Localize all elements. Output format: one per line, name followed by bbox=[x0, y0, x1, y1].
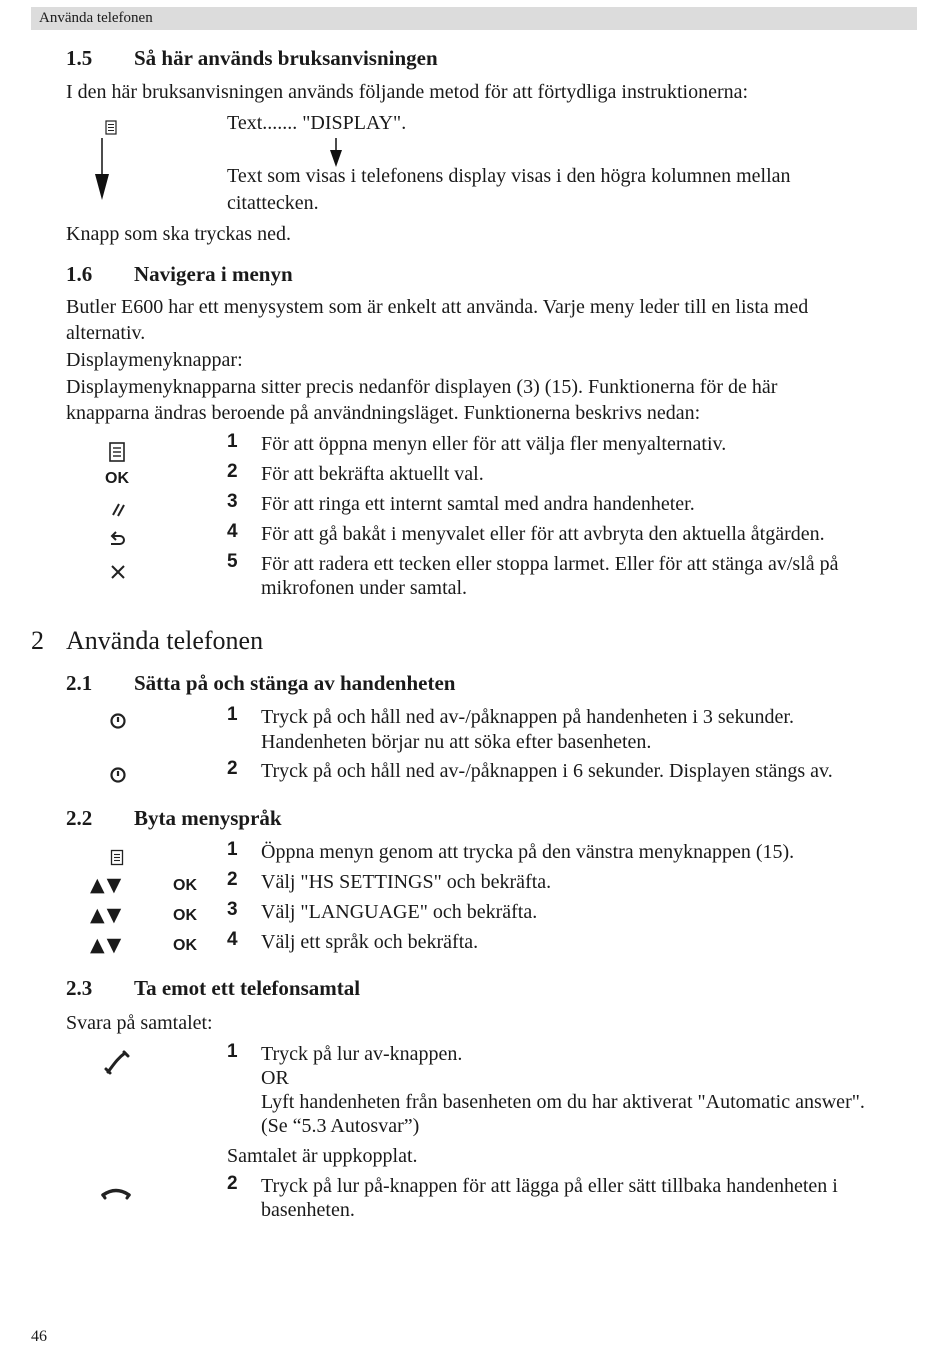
list-item-text-continued: basenheten. bbox=[261, 1199, 355, 1221]
list-item-text: Välj ett språk och bekräfta. bbox=[261, 931, 479, 953]
list-item-text: Tryck på lur på-knappen för att lägga på eller sätt tillbaka handenheten i bbox=[261, 1175, 838, 1197]
list-number: 4 bbox=[227, 929, 238, 950]
phone-on-hook-icon bbox=[100, 1184, 132, 1200]
section-number-1-6: 1.6 bbox=[66, 262, 93, 286]
list-number: 2 bbox=[227, 758, 238, 779]
chapter-number: 2 bbox=[31, 626, 44, 655]
list-item-text-continued: mikrofonen under samtal. bbox=[261, 577, 468, 599]
phone-off-hook-icon bbox=[104, 1050, 132, 1076]
list-number: 3 bbox=[227, 491, 238, 512]
section-title-2-3: Ta emot ett telefonsamtal bbox=[134, 976, 361, 1000]
menu-icon bbox=[108, 441, 128, 465]
list-item-text-continued: Lyft handenheten från basenheten om du har aktiverat "Automatic answer". bbox=[261, 1091, 865, 1113]
list-number: 2 bbox=[227, 1173, 238, 1194]
list-number: 2 bbox=[227, 869, 238, 890]
list-item-text: För att bekräfta aktuellt val. bbox=[261, 463, 484, 485]
back-icon bbox=[108, 529, 128, 549]
list-number: 2 bbox=[227, 461, 238, 482]
list-item-text: För att radera ett tecken eller stoppa larmet. Eller för att stänga av/slå på bbox=[261, 553, 839, 575]
key-arrow-head bbox=[95, 174, 109, 200]
section-number-2-2: 2.2 bbox=[66, 806, 93, 830]
list-item-text: För att ringa ett internt samtal med andra handenheter. bbox=[261, 493, 695, 515]
ok-icon: OK bbox=[173, 907, 197, 924]
section-title-2-2: Byta menyspråk bbox=[134, 806, 282, 830]
section-number-1-5: 1.5 bbox=[66, 46, 93, 70]
answer-intro: Svara på samtalet: bbox=[66, 1012, 213, 1034]
list-item-text: Välj "LANGUAGE" och bekräfta. bbox=[261, 901, 538, 923]
display-menu-keys-line-1: Displaymenyknapparna sitter precis nedanför displayen (3) (15). Funktionerna för de här bbox=[66, 376, 778, 398]
menu-icon bbox=[106, 121, 116, 134]
intercom-icon bbox=[110, 500, 126, 520]
menu-paragraph-line-1: Butler E600 har ett menysystem som är enkelt att använda. Varje meny leder till en lista med bbox=[66, 296, 809, 318]
up-down-arrows-icon: ▲▼ bbox=[90, 934, 124, 956]
menu-icon bbox=[110, 849, 126, 867]
key-note: Knapp som ska tryckas ned. bbox=[66, 223, 291, 245]
list-item-text: För att öppna menyn eller för att välja fler menyalternativ. bbox=[261, 433, 727, 455]
up-down-arrows-icon: ▲▼ bbox=[90, 904, 124, 926]
list-number: 1 bbox=[227, 839, 238, 860]
list-number: 4 bbox=[227, 521, 238, 542]
up-down-arrows-icon: ▲▼ bbox=[90, 874, 124, 896]
list-item-text: Öppna menyn genom att trycka på den vänstra menyknappen (15). bbox=[261, 841, 795, 863]
running-header bbox=[31, 7, 917, 30]
section-number-2-3: 2.3 bbox=[66, 976, 93, 1000]
section-title-1-6: Navigera i menyn bbox=[134, 262, 293, 286]
list-item-text: Tryck på och håll ned av-/påknappen i 6 sekunder. Displayen stängs av. bbox=[261, 760, 833, 782]
list-number: 1 bbox=[227, 1041, 238, 1062]
chapter-title: Använda telefonen bbox=[66, 626, 264, 655]
example-key-diagram bbox=[93, 118, 117, 204]
list-item-text: Tryck på lur av-knappen. bbox=[261, 1043, 463, 1065]
display-note-line-1: Text som visas i telefonens display visas i den högra kolumnen mellan bbox=[227, 165, 791, 187]
list-item-text: Välj "HS SETTINGS" och bekräfta. bbox=[261, 871, 552, 893]
intro-paragraph: I den här bruksanvisningen används följande metod för att förtydliga instruktionerna: bbox=[66, 81, 749, 103]
ok-icon: OK bbox=[105, 470, 129, 487]
running-header-title: Använda telefonen bbox=[39, 10, 153, 26]
menu-paragraph-line-2: alternativ. bbox=[66, 322, 146, 344]
power-icon bbox=[109, 712, 127, 730]
power-icon bbox=[109, 766, 127, 784]
delete-icon bbox=[109, 563, 127, 581]
display-example-text: Text....... "DISPLAY". bbox=[227, 112, 407, 134]
section-title-1-5: Så här används bruksanvisningen bbox=[134, 46, 438, 70]
list-item-text: För att gå bakåt i menyvalet eller för att avbryta den aktuella åtgärden. bbox=[261, 523, 825, 545]
ok-icon: OK bbox=[173, 937, 197, 954]
ok-icon: OK bbox=[173, 877, 197, 894]
list-item-text-or: OR bbox=[261, 1067, 289, 1089]
list-item-text-reference: (Se “5.3 Autosvar”) bbox=[261, 1115, 420, 1137]
page-number: 46 bbox=[31, 1328, 47, 1345]
display-menu-keys-line-2: knapparna ändras beroende på användningsläget. Funktionerna beskrivs nedan: bbox=[66, 402, 701, 424]
list-number: 3 bbox=[227, 899, 238, 920]
section-number-2-1: 2.1 bbox=[66, 671, 93, 695]
list-item-text-continued: Handenheten börjar nu att söka efter basenheten. bbox=[261, 731, 652, 753]
list-number: 1 bbox=[227, 704, 238, 725]
list-item-text: Tryck på och håll ned av-/påknappen på handenheten i 3 sekunder. bbox=[261, 706, 794, 728]
list-number: 5 bbox=[227, 551, 238, 572]
display-menu-keys-label: Displaymenyknappar: bbox=[66, 349, 243, 371]
list-number: 1 bbox=[227, 431, 238, 452]
section-title-2-1: Sätta på och stänga av handenheten bbox=[134, 671, 456, 695]
display-note-line-2: citattecken. bbox=[227, 192, 319, 214]
call-connected-text: Samtalet är uppkopplat. bbox=[227, 1145, 418, 1167]
